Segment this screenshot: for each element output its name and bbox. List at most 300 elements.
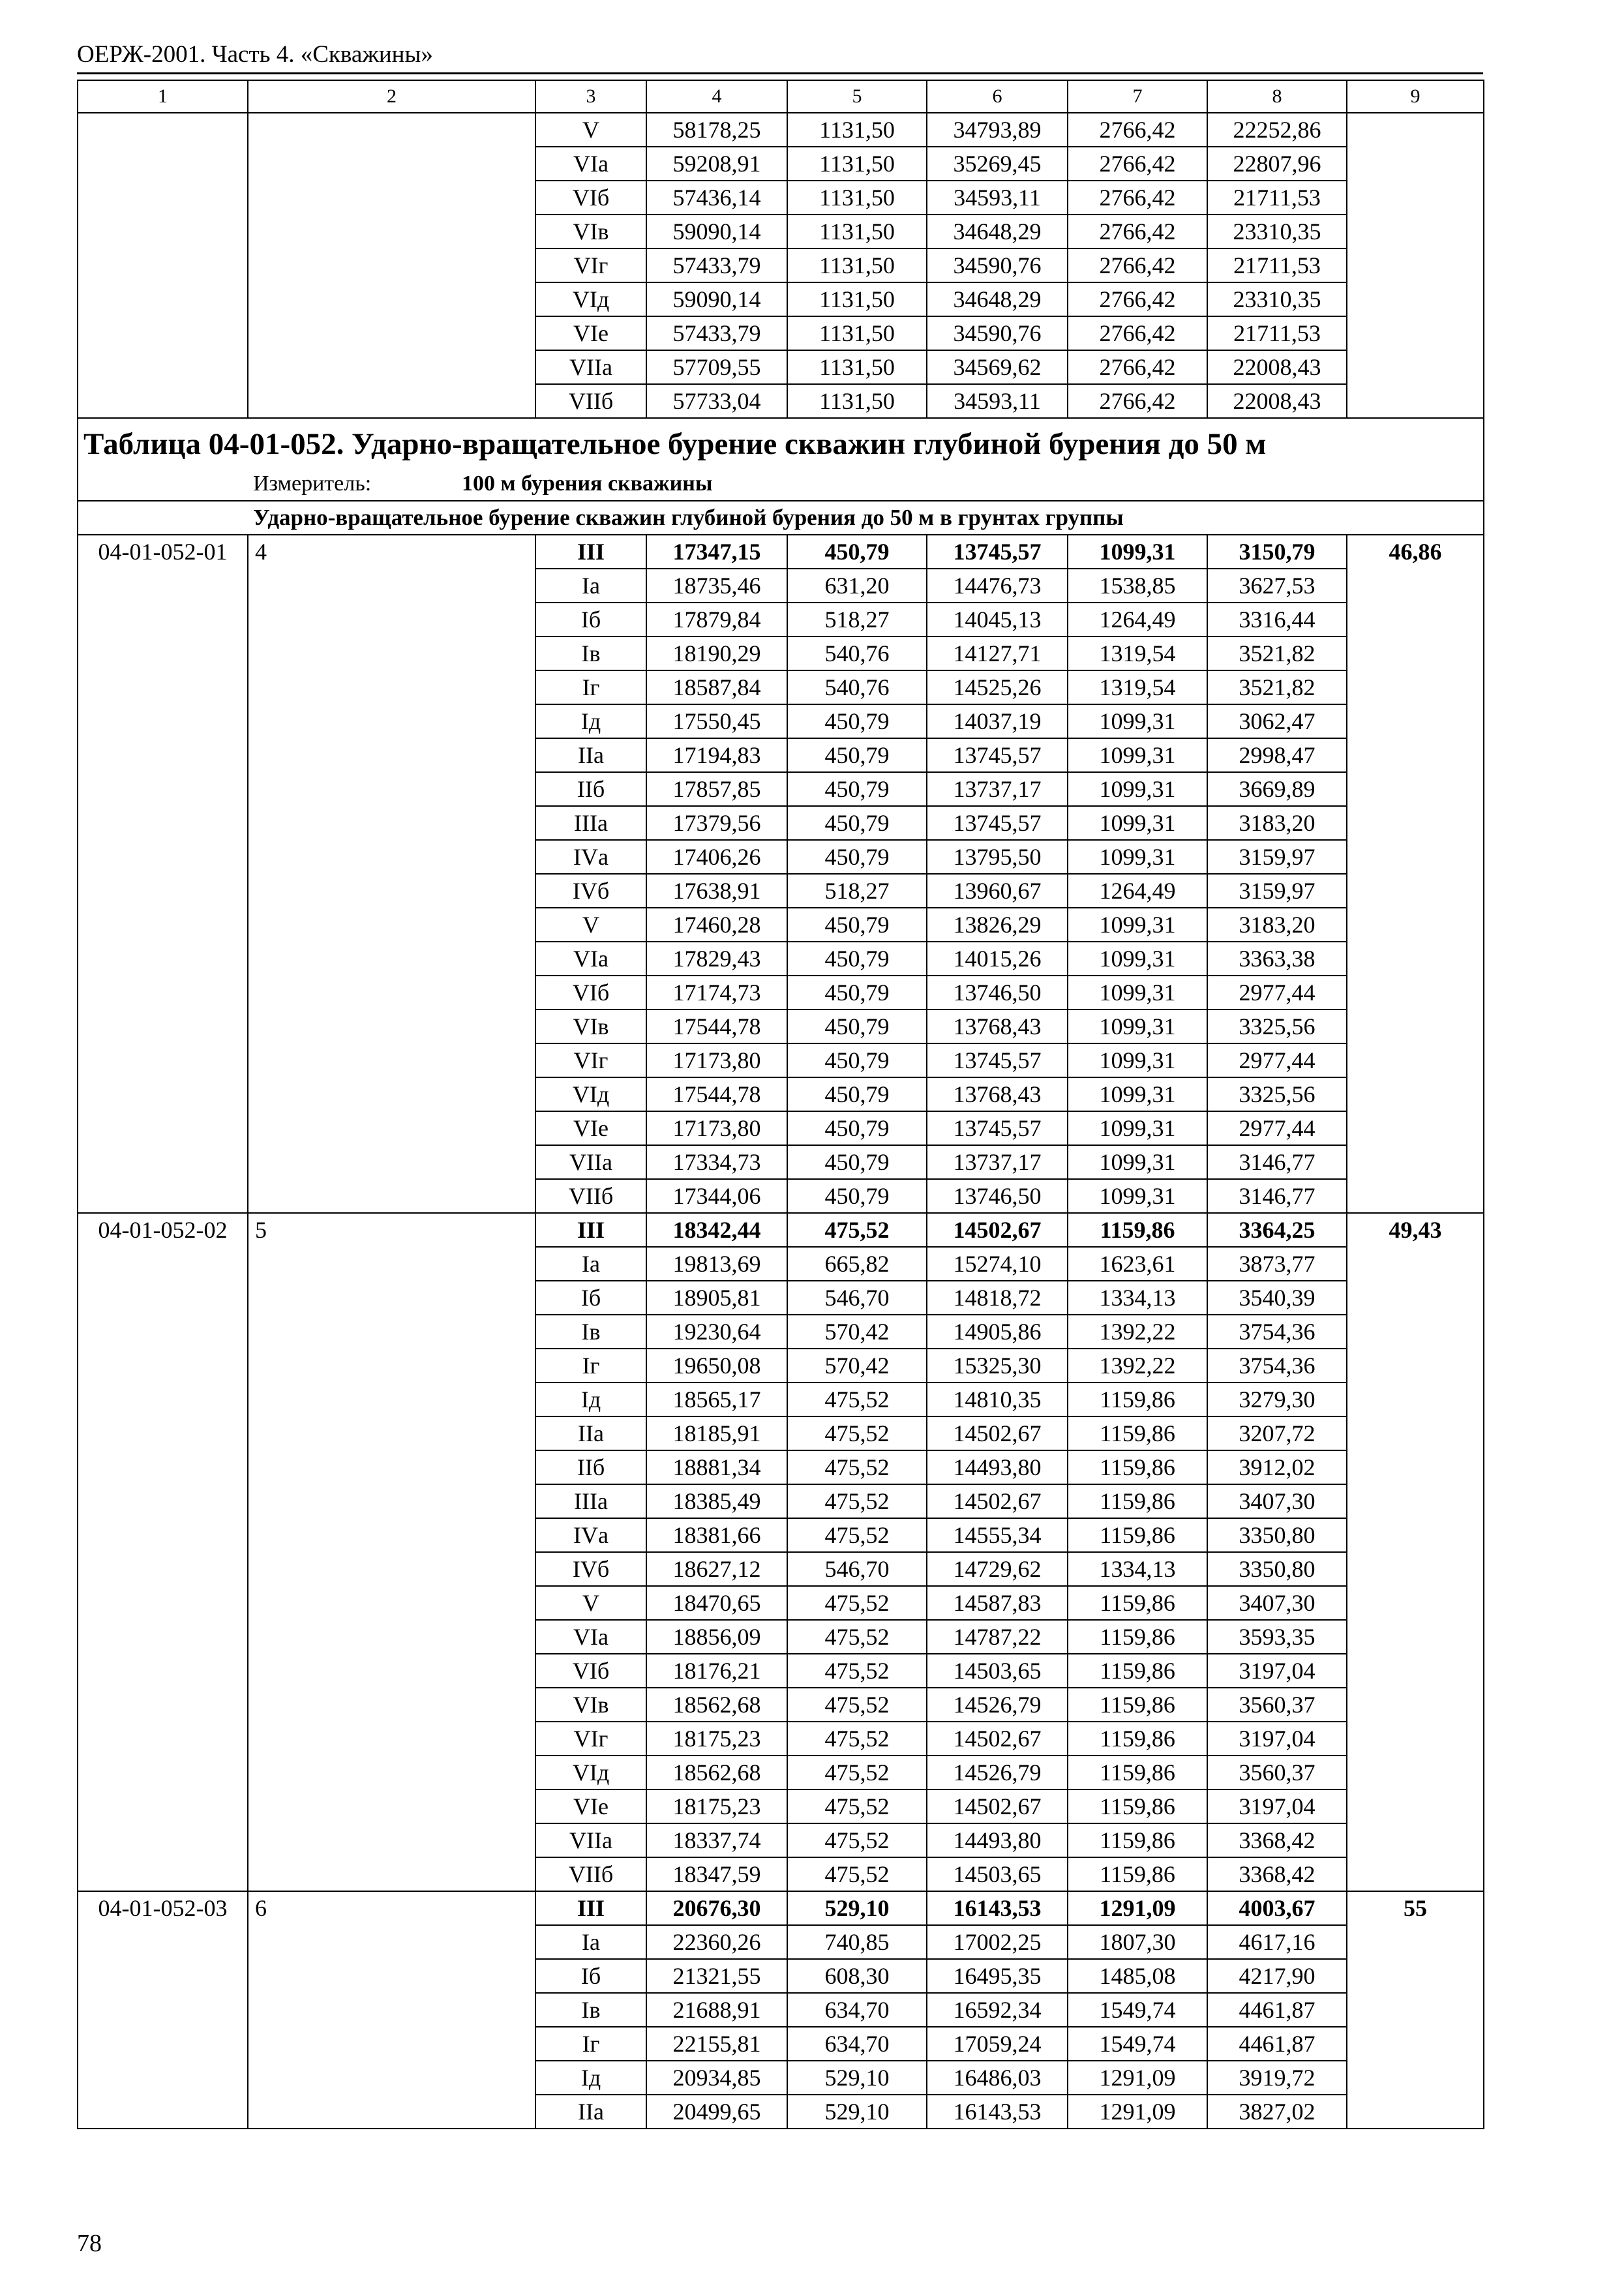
name-cell: 5 bbox=[248, 1213, 535, 1891]
driver-wages-cell: 2766,42 bbox=[1068, 248, 1207, 282]
wages-cell: 570,42 bbox=[787, 1315, 927, 1349]
wages-cell: 546,70 bbox=[787, 1281, 927, 1315]
machines-cell: 34593,11 bbox=[927, 384, 1068, 418]
wages-cell: 631,20 bbox=[787, 569, 927, 603]
soil-group-cell: IVа bbox=[535, 840, 646, 874]
total-cost-cell: 18905,81 bbox=[646, 1281, 787, 1315]
driver-wages-cell: 1099,31 bbox=[1068, 942, 1207, 976]
driver-wages-cell: 1485,08 bbox=[1068, 1959, 1207, 1993]
total-cost-cell: 18176,21 bbox=[646, 1654, 787, 1688]
machines-cell: 14587,83 bbox=[927, 1586, 1068, 1620]
wages-cell: 634,70 bbox=[787, 1993, 927, 2027]
driver-wages-cell: 1159,86 bbox=[1068, 1450, 1207, 1484]
materials-cell: 4461,87 bbox=[1207, 1993, 1347, 2027]
total-cost-cell: 18342,44 bbox=[646, 1213, 787, 1247]
soil-group-cell: Iг bbox=[535, 670, 646, 704]
driver-wages-cell: 1623,61 bbox=[1068, 1247, 1207, 1281]
code-cell bbox=[78, 113, 248, 418]
materials-cell: 3827,02 bbox=[1207, 2095, 1347, 2129]
wages-cell: 475,52 bbox=[787, 1654, 927, 1688]
driver-wages-cell: 1099,31 bbox=[1068, 806, 1207, 840]
soil-group-cell: VIа bbox=[535, 942, 646, 976]
wages-cell: 475,52 bbox=[787, 1213, 927, 1247]
wages-cell: 608,30 bbox=[787, 1959, 927, 1993]
wages-cell: 475,52 bbox=[787, 1823, 927, 1857]
total-cost-cell: 20676,30 bbox=[646, 1891, 787, 1925]
wages-cell: 450,79 bbox=[787, 704, 927, 738]
materials-cell: 22807,96 bbox=[1207, 147, 1347, 181]
code-cell: 04-01-052-03 bbox=[78, 1891, 248, 2129]
driver-wages-cell: 1099,31 bbox=[1068, 704, 1207, 738]
total-cost-cell: 22360,26 bbox=[646, 1925, 787, 1959]
materials-cell: 3146,77 bbox=[1207, 1179, 1347, 1213]
total-cost-cell: 59208,91 bbox=[646, 147, 787, 181]
column-number-row bbox=[78, 80, 1484, 113]
driver-wages-cell: 1159,86 bbox=[1068, 1484, 1207, 1518]
machines-cell: 14810,35 bbox=[927, 1383, 1068, 1416]
wages-cell: 570,42 bbox=[787, 1349, 927, 1383]
materials-cell: 4617,16 bbox=[1207, 1925, 1347, 1959]
total-cost-cell: 18735,46 bbox=[646, 569, 787, 603]
soil-group-cell: Iв bbox=[535, 1315, 646, 1349]
wages-cell: 475,52 bbox=[787, 1518, 927, 1552]
materials-cell: 3325,56 bbox=[1207, 1077, 1347, 1111]
materials-cell: 2977,44 bbox=[1207, 976, 1347, 1010]
materials-cell: 3279,30 bbox=[1207, 1383, 1347, 1416]
machines-cell: 13795,50 bbox=[927, 840, 1068, 874]
soil-group-cell: VIд bbox=[535, 1077, 646, 1111]
materials-cell: 3364,25 bbox=[1207, 1213, 1347, 1247]
total-cost-cell: 17879,84 bbox=[646, 603, 787, 636]
column-number-cell: 5 bbox=[787, 80, 927, 113]
soil-group-cell: VIIа bbox=[535, 1145, 646, 1179]
wages-cell: 540,76 bbox=[787, 636, 927, 670]
wages-cell: 518,27 bbox=[787, 603, 927, 636]
driver-wages-cell: 1099,31 bbox=[1068, 1010, 1207, 1043]
table-row-main bbox=[78, 535, 1484, 569]
soil-group-cell: IIб bbox=[535, 1450, 646, 1484]
driver-wages-cell: 1159,86 bbox=[1068, 1722, 1207, 1756]
labor-cell bbox=[1347, 113, 1484, 418]
table-title-cell bbox=[78, 418, 1484, 501]
total-cost-cell: 18385,49 bbox=[646, 1484, 787, 1518]
total-cost-cell: 17857,85 bbox=[646, 772, 787, 806]
machines-cell: 15274,10 bbox=[927, 1247, 1068, 1281]
total-cost-cell: 20934,85 bbox=[646, 2061, 787, 2095]
total-cost-cell: 18185,91 bbox=[646, 1416, 787, 1450]
wages-cell: 450,79 bbox=[787, 772, 927, 806]
name-cell: 4 bbox=[248, 535, 535, 1213]
total-cost-cell: 22155,81 bbox=[646, 2027, 787, 2061]
driver-wages-cell: 1099,31 bbox=[1068, 840, 1207, 874]
machines-cell: 14555,34 bbox=[927, 1518, 1068, 1552]
wages-cell: 475,52 bbox=[787, 1383, 927, 1416]
table-title: Таблица 04-01-052. Ударно-вращательное бурение скважин глубиной бурения до 50 м bbox=[83, 427, 1267, 461]
materials-cell: 3754,36 bbox=[1207, 1349, 1347, 1383]
driver-wages-cell: 1319,54 bbox=[1068, 670, 1207, 704]
soil-group-cell: IIIа bbox=[535, 1484, 646, 1518]
total-cost-cell: 17544,78 bbox=[646, 1010, 787, 1043]
materials-cell: 3316,44 bbox=[1207, 603, 1347, 636]
driver-wages-cell: 1538,85 bbox=[1068, 569, 1207, 603]
labor-cell: 49,43 bbox=[1347, 1213, 1484, 1891]
driver-wages-cell: 1334,13 bbox=[1068, 1281, 1207, 1315]
soil-group-cell: VIIа bbox=[535, 350, 646, 384]
wages-cell: 518,27 bbox=[787, 874, 927, 908]
materials-cell: 3197,04 bbox=[1207, 1789, 1347, 1823]
machines-cell: 14526,79 bbox=[927, 1688, 1068, 1722]
machines-cell: 14493,80 bbox=[927, 1450, 1068, 1484]
materials-cell: 4461,87 bbox=[1207, 2027, 1347, 2061]
machines-cell: 17059,24 bbox=[927, 2027, 1068, 2061]
machines-cell: 34569,62 bbox=[927, 350, 1068, 384]
wages-cell: 450,79 bbox=[787, 1111, 927, 1145]
soil-group-cell: VIв bbox=[535, 215, 646, 248]
machines-cell: 34590,76 bbox=[927, 316, 1068, 350]
total-cost-cell: 21321,55 bbox=[646, 1959, 787, 1993]
wages-cell: 475,52 bbox=[787, 1484, 927, 1518]
soil-group-cell: Iг bbox=[535, 2027, 646, 2061]
total-cost-cell: 18881,34 bbox=[646, 1450, 787, 1484]
section-title-row bbox=[78, 501, 1484, 535]
soil-group-cell: IVа bbox=[535, 1518, 646, 1552]
soil-group-cell: VIIб bbox=[535, 1857, 646, 1891]
materials-cell: 23310,35 bbox=[1207, 282, 1347, 316]
soil-group-cell: Iд bbox=[535, 2061, 646, 2095]
machines-cell: 34648,29 bbox=[927, 282, 1068, 316]
soil-group-cell: VIIб bbox=[535, 384, 646, 418]
driver-wages-cell: 1392,22 bbox=[1068, 1315, 1207, 1349]
total-cost-cell: 20499,65 bbox=[646, 2095, 787, 2129]
wages-cell: 1131,50 bbox=[787, 147, 927, 181]
machines-cell: 14729,62 bbox=[927, 1552, 1068, 1586]
wages-cell: 475,52 bbox=[787, 1450, 927, 1484]
materials-cell: 3150,79 bbox=[1207, 535, 1347, 569]
soil-group-cell: Iд bbox=[535, 1383, 646, 1416]
wages-cell: 1131,50 bbox=[787, 316, 927, 350]
driver-wages-cell: 1334,13 bbox=[1068, 1552, 1207, 1586]
materials-cell: 23310,35 bbox=[1207, 215, 1347, 248]
soil-group-cell: VIг bbox=[535, 248, 646, 282]
code-cell: 04-01-052-02 bbox=[78, 1213, 248, 1891]
materials-cell: 3560,37 bbox=[1207, 1756, 1347, 1789]
total-cost-cell: 18470,65 bbox=[646, 1586, 787, 1620]
document-header: ОЕРЖ-2001. Часть 4. «Скважины» bbox=[77, 41, 433, 68]
soil-group-cell: V bbox=[535, 113, 646, 147]
machines-cell: 14818,72 bbox=[927, 1281, 1068, 1315]
materials-cell: 3521,82 bbox=[1207, 636, 1347, 670]
total-cost-cell: 59090,14 bbox=[646, 282, 787, 316]
machines-cell: 14787,22 bbox=[927, 1620, 1068, 1654]
machines-cell: 14502,67 bbox=[927, 1213, 1068, 1247]
machines-cell: 13745,57 bbox=[927, 1111, 1068, 1145]
wages-cell: 475,52 bbox=[787, 1722, 927, 1756]
total-cost-cell: 17344,06 bbox=[646, 1179, 787, 1213]
wages-cell: 1131,50 bbox=[787, 248, 927, 282]
soil-group-cell: Iа bbox=[535, 1925, 646, 1959]
total-cost-cell: 17174,73 bbox=[646, 976, 787, 1010]
wages-cell: 475,52 bbox=[787, 1586, 927, 1620]
machines-cell: 34593,11 bbox=[927, 181, 1068, 215]
table-body bbox=[78, 80, 1484, 2129]
total-cost-cell: 17334,73 bbox=[646, 1145, 787, 1179]
driver-wages-cell: 1159,86 bbox=[1068, 1756, 1207, 1789]
wages-cell: 1131,50 bbox=[787, 282, 927, 316]
total-cost-cell: 18856,09 bbox=[646, 1620, 787, 1654]
driver-wages-cell: 1099,31 bbox=[1068, 535, 1207, 569]
total-cost-cell: 18175,23 bbox=[646, 1789, 787, 1823]
machines-cell: 14502,67 bbox=[927, 1722, 1068, 1756]
wages-cell: 1131,50 bbox=[787, 113, 927, 147]
column-number-cell: 8 bbox=[1207, 80, 1347, 113]
driver-wages-cell: 1159,86 bbox=[1068, 1416, 1207, 1450]
soil-group-cell: VIб bbox=[535, 1654, 646, 1688]
wages-cell: 450,79 bbox=[787, 976, 927, 1010]
column-number-cell: 4 bbox=[646, 80, 787, 113]
driver-wages-cell: 1159,86 bbox=[1068, 1688, 1207, 1722]
machines-cell: 13745,57 bbox=[927, 738, 1068, 772]
total-cost-cell: 19813,69 bbox=[646, 1247, 787, 1281]
driver-wages-cell: 2766,42 bbox=[1068, 316, 1207, 350]
section-title: Ударно-вращательное бурение скважин глубиной бурения до 50 м в грунтах группы bbox=[78, 501, 1484, 535]
machines-cell: 13746,50 bbox=[927, 1179, 1068, 1213]
meter-value: 100 м бурения скважины bbox=[462, 471, 713, 496]
materials-cell: 3159,97 bbox=[1207, 874, 1347, 908]
soil-group-cell: IIIа bbox=[535, 806, 646, 840]
driver-wages-cell: 1099,31 bbox=[1068, 738, 1207, 772]
materials-cell: 3540,39 bbox=[1207, 1281, 1347, 1315]
machines-cell: 35269,45 bbox=[927, 147, 1068, 181]
driver-wages-cell: 1159,86 bbox=[1068, 1857, 1207, 1891]
materials-cell: 3560,37 bbox=[1207, 1688, 1347, 1722]
driver-wages-cell: 2766,42 bbox=[1068, 215, 1207, 248]
materials-cell: 2977,44 bbox=[1207, 1111, 1347, 1145]
materials-cell: 3521,82 bbox=[1207, 670, 1347, 704]
driver-wages-cell: 1291,09 bbox=[1068, 1891, 1207, 1925]
driver-wages-cell: 1392,22 bbox=[1068, 1349, 1207, 1383]
materials-cell: 3183,20 bbox=[1207, 806, 1347, 840]
materials-cell: 3627,53 bbox=[1207, 569, 1347, 603]
soil-group-cell: VIб bbox=[535, 976, 646, 1010]
total-cost-cell: 18381,66 bbox=[646, 1518, 787, 1552]
total-cost-cell: 18627,12 bbox=[646, 1552, 787, 1586]
materials-cell: 4217,90 bbox=[1207, 1959, 1347, 1993]
soil-group-cell: V bbox=[535, 908, 646, 942]
total-cost-cell: 17638,91 bbox=[646, 874, 787, 908]
wages-cell: 540,76 bbox=[787, 670, 927, 704]
machines-cell: 14037,19 bbox=[927, 704, 1068, 738]
soil-group-cell: Iд bbox=[535, 704, 646, 738]
driver-wages-cell: 1159,86 bbox=[1068, 1518, 1207, 1552]
machines-cell: 14525,26 bbox=[927, 670, 1068, 704]
materials-cell: 4003,67 bbox=[1207, 1891, 1347, 1925]
machines-cell: 16143,53 bbox=[927, 1891, 1068, 1925]
driver-wages-cell: 1099,31 bbox=[1068, 772, 1207, 806]
soil-group-cell: IIа bbox=[535, 738, 646, 772]
wages-cell: 450,79 bbox=[787, 840, 927, 874]
table-row-main bbox=[78, 1891, 1484, 1925]
total-cost-cell: 18562,68 bbox=[646, 1756, 787, 1789]
machines-cell: 13745,57 bbox=[927, 806, 1068, 840]
meter-label: Измеритель: bbox=[253, 471, 372, 496]
driver-wages-cell: 1159,86 bbox=[1068, 1586, 1207, 1620]
soil-group-cell: Iб bbox=[535, 1281, 646, 1315]
materials-cell: 3593,35 bbox=[1207, 1620, 1347, 1654]
name-cell bbox=[248, 113, 535, 418]
machines-cell: 13746,50 bbox=[927, 976, 1068, 1010]
machines-cell: 13826,29 bbox=[927, 908, 1068, 942]
total-cost-cell: 17460,28 bbox=[646, 908, 787, 942]
column-number-cell: 2 bbox=[248, 80, 535, 113]
header-rule bbox=[77, 72, 1483, 74]
wages-cell: 475,52 bbox=[787, 1756, 927, 1789]
driver-wages-cell: 1264,49 bbox=[1068, 874, 1207, 908]
driver-wages-cell: 1159,86 bbox=[1068, 1654, 1207, 1688]
driver-wages-cell: 1099,31 bbox=[1068, 908, 1207, 942]
machines-cell: 17002,25 bbox=[927, 1925, 1068, 1959]
soil-group-cell: Iб bbox=[535, 603, 646, 636]
total-cost-cell: 17550,45 bbox=[646, 704, 787, 738]
wages-cell: 475,52 bbox=[787, 1789, 927, 1823]
total-cost-cell: 18562,68 bbox=[646, 1688, 787, 1722]
materials-cell: 22252,86 bbox=[1207, 113, 1347, 147]
soil-group-cell: VIе bbox=[535, 1111, 646, 1145]
soil-group-cell: VIа bbox=[535, 1620, 646, 1654]
driver-wages-cell: 2766,42 bbox=[1068, 113, 1207, 147]
column-number-cell: 1 bbox=[78, 80, 248, 113]
table-row-main bbox=[78, 1213, 1484, 1247]
soil-group-cell: VIе bbox=[535, 1789, 646, 1823]
driver-wages-cell: 2766,42 bbox=[1068, 147, 1207, 181]
labor-cell: 46,86 bbox=[1347, 535, 1484, 1213]
total-cost-cell: 17829,43 bbox=[646, 942, 787, 976]
soil-group-cell: VIIа bbox=[535, 1823, 646, 1857]
total-cost-cell: 17379,56 bbox=[646, 806, 787, 840]
wages-cell: 1131,50 bbox=[787, 215, 927, 248]
soil-group-cell: VIг bbox=[535, 1043, 646, 1077]
driver-wages-cell: 1807,30 bbox=[1068, 1925, 1207, 1959]
total-cost-cell: 18587,84 bbox=[646, 670, 787, 704]
total-cost-cell: 17173,80 bbox=[646, 1043, 787, 1077]
soil-group-cell: III bbox=[535, 1213, 646, 1247]
machines-cell: 13768,43 bbox=[927, 1010, 1068, 1043]
driver-wages-cell: 1099,31 bbox=[1068, 1111, 1207, 1145]
driver-wages-cell: 1159,86 bbox=[1068, 1383, 1207, 1416]
machines-cell: 13737,17 bbox=[927, 1145, 1068, 1179]
materials-cell: 3873,77 bbox=[1207, 1247, 1347, 1281]
driver-wages-cell: 1099,31 bbox=[1068, 1043, 1207, 1077]
materials-cell: 3350,80 bbox=[1207, 1518, 1347, 1552]
wages-cell: 1131,50 bbox=[787, 181, 927, 215]
column-number-cell: 6 bbox=[927, 80, 1068, 113]
driver-wages-cell: 1549,74 bbox=[1068, 1993, 1207, 2027]
materials-cell: 21711,53 bbox=[1207, 316, 1347, 350]
materials-cell: 3207,72 bbox=[1207, 1416, 1347, 1450]
materials-cell: 3363,38 bbox=[1207, 942, 1347, 976]
soil-group-cell: III bbox=[535, 1891, 646, 1925]
total-cost-cell: 19230,64 bbox=[646, 1315, 787, 1349]
materials-cell: 3754,36 bbox=[1207, 1315, 1347, 1349]
materials-cell: 21711,53 bbox=[1207, 248, 1347, 282]
total-cost-cell: 59090,14 bbox=[646, 215, 787, 248]
machines-cell: 16495,35 bbox=[927, 1959, 1068, 1993]
materials-cell: 3407,30 bbox=[1207, 1484, 1347, 1518]
machines-cell: 16486,03 bbox=[927, 2061, 1068, 2095]
driver-wages-cell: 1291,09 bbox=[1068, 2061, 1207, 2095]
total-cost-cell: 17544,78 bbox=[646, 1077, 787, 1111]
total-cost-cell: 18175,23 bbox=[646, 1722, 787, 1756]
labor-cell: 55 bbox=[1347, 1891, 1484, 2129]
total-cost-cell: 57433,79 bbox=[646, 316, 787, 350]
materials-cell: 3368,42 bbox=[1207, 1823, 1347, 1857]
driver-wages-cell: 2766,42 bbox=[1068, 282, 1207, 316]
wages-cell: 450,79 bbox=[787, 1077, 927, 1111]
wages-cell: 529,10 bbox=[787, 2095, 927, 2129]
soil-group-cell: VIд bbox=[535, 282, 646, 316]
soil-group-cell: IIб bbox=[535, 772, 646, 806]
materials-cell: 3062,47 bbox=[1207, 704, 1347, 738]
wages-cell: 475,52 bbox=[787, 1620, 927, 1654]
driver-wages-cell: 1159,86 bbox=[1068, 1823, 1207, 1857]
machines-cell: 16592,34 bbox=[927, 1993, 1068, 2027]
total-cost-cell: 57433,79 bbox=[646, 248, 787, 282]
wages-cell: 634,70 bbox=[787, 2027, 927, 2061]
wages-cell: 450,79 bbox=[787, 1010, 927, 1043]
machines-cell: 34648,29 bbox=[927, 215, 1068, 248]
driver-wages-cell: 1159,86 bbox=[1068, 1789, 1207, 1823]
materials-cell: 3197,04 bbox=[1207, 1654, 1347, 1688]
materials-cell: 3146,77 bbox=[1207, 1145, 1347, 1179]
wages-cell: 546,70 bbox=[787, 1552, 927, 1586]
machines-cell: 14526,79 bbox=[927, 1756, 1068, 1789]
total-cost-cell: 57733,04 bbox=[646, 384, 787, 418]
code-cell: 04-01-052-01 bbox=[78, 535, 248, 1213]
driver-wages-cell: 1549,74 bbox=[1068, 2027, 1207, 2061]
materials-cell: 3183,20 bbox=[1207, 908, 1347, 942]
soil-group-cell: VIв bbox=[535, 1010, 646, 1043]
soil-group-cell: VIIб bbox=[535, 1179, 646, 1213]
total-cost-cell: 19650,08 bbox=[646, 1349, 787, 1383]
machines-cell: 14502,67 bbox=[927, 1789, 1068, 1823]
soil-group-cell: VIб bbox=[535, 181, 646, 215]
wages-cell: 450,79 bbox=[787, 1145, 927, 1179]
total-cost-cell: 58178,25 bbox=[646, 113, 787, 147]
wages-cell: 529,10 bbox=[787, 1891, 927, 1925]
machines-cell: 14503,65 bbox=[927, 1654, 1068, 1688]
soil-group-cell: Iб bbox=[535, 1959, 646, 1993]
machines-cell: 14045,13 bbox=[927, 603, 1068, 636]
machines-cell: 13960,67 bbox=[927, 874, 1068, 908]
soil-group-cell: IIа bbox=[535, 1416, 646, 1450]
total-cost-cell: 17406,26 bbox=[646, 840, 787, 874]
soil-group-cell: IIа bbox=[535, 2095, 646, 2129]
materials-cell: 3669,89 bbox=[1207, 772, 1347, 806]
driver-wages-cell: 1099,31 bbox=[1068, 1077, 1207, 1111]
soil-group-cell: V bbox=[535, 1586, 646, 1620]
machines-cell: 13745,57 bbox=[927, 1043, 1068, 1077]
table-title-row bbox=[78, 418, 1484, 501]
wages-cell: 475,52 bbox=[787, 1688, 927, 1722]
wages-cell: 450,79 bbox=[787, 1179, 927, 1213]
machines-cell: 13737,17 bbox=[927, 772, 1068, 806]
machines-cell: 14503,65 bbox=[927, 1857, 1068, 1891]
total-cost-cell: 57709,55 bbox=[646, 350, 787, 384]
driver-wages-cell: 2766,42 bbox=[1068, 384, 1207, 418]
wages-cell: 450,79 bbox=[787, 738, 927, 772]
soil-group-cell: IVб bbox=[535, 874, 646, 908]
total-cost-cell: 17194,83 bbox=[646, 738, 787, 772]
wages-cell: 475,52 bbox=[787, 1857, 927, 1891]
